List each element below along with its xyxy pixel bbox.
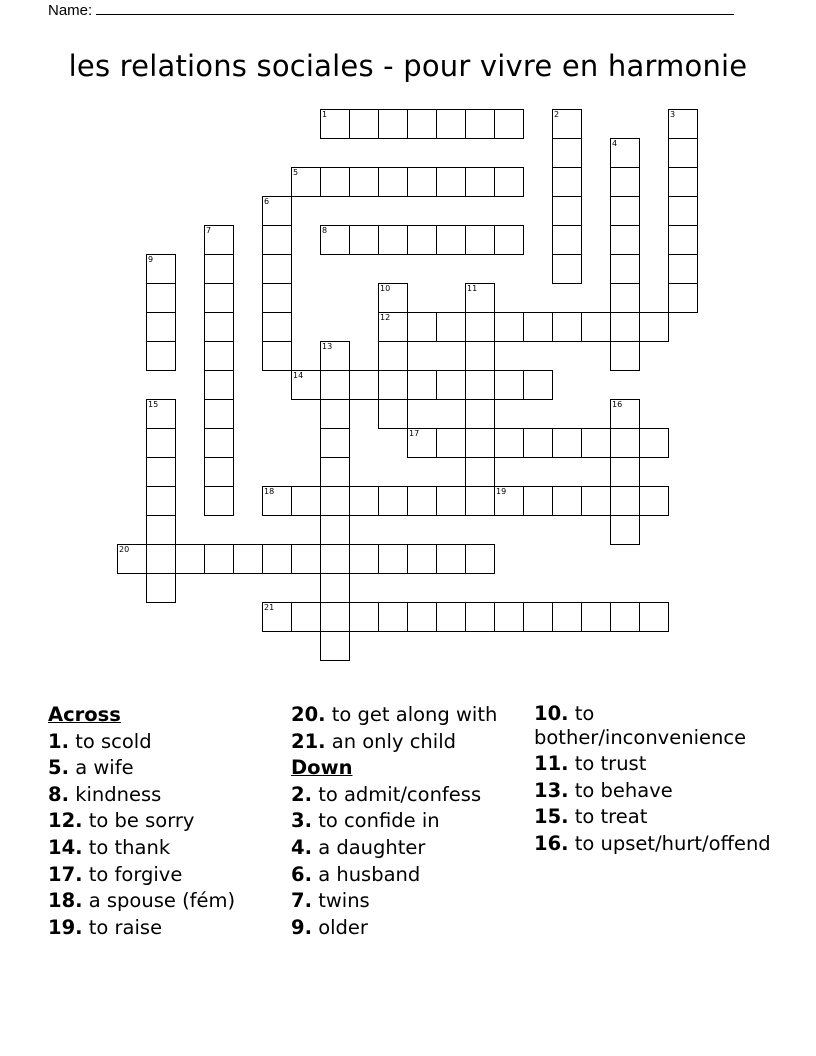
grid-cell[interactable] (146, 399, 176, 429)
grid-cell[interactable] (610, 399, 640, 429)
grid-cell[interactable] (262, 544, 292, 574)
grid-cell[interactable] (320, 515, 350, 545)
grid-cell[interactable] (494, 428, 524, 458)
grid-cell[interactable] (494, 602, 524, 632)
grid-cell[interactable] (204, 370, 234, 400)
grid-cell[interactable] (494, 312, 524, 342)
clue-across-21: 21. an only child (291, 729, 456, 753)
cell-number: 20 (119, 545, 130, 554)
clue-across-12: 12. to be sorry (48, 809, 195, 833)
grid-cell[interactable] (262, 254, 292, 284)
clue-down-3: 3. to confide in (291, 809, 440, 833)
cell-number: 10 (380, 284, 391, 293)
grid-cell[interactable] (378, 109, 408, 139)
grid-cell[interactable] (146, 544, 176, 574)
grid-cell[interactable] (610, 138, 640, 168)
clue-down-11: 11. to trust (534, 752, 647, 775)
grid-cell[interactable] (349, 602, 379, 632)
clue-down-15: 15. to treat (534, 805, 648, 828)
grid-cell[interactable] (610, 283, 640, 313)
grid-cell[interactable] (349, 167, 379, 197)
grid-cell[interactable] (349, 486, 379, 516)
grid-cell[interactable] (494, 167, 524, 197)
grid-cell[interactable] (320, 573, 350, 603)
grid-cell[interactable] (436, 486, 466, 516)
cell-number: 11 (467, 284, 478, 293)
cell-number: 18 (264, 487, 275, 496)
grid-cell[interactable] (465, 486, 495, 516)
cell-number: 7 (206, 226, 212, 235)
grid-cell[interactable] (204, 312, 234, 342)
grid-cell[interactable] (610, 254, 640, 284)
grid-cell[interactable] (291, 370, 321, 400)
cell-number: 21 (264, 603, 275, 612)
grid-cell[interactable] (320, 225, 350, 255)
grid-cell[interactable] (262, 341, 292, 371)
grid-cell[interactable] (407, 225, 437, 255)
clue-down-4: 4. a daughter (291, 835, 426, 859)
grid-cell[interactable] (581, 602, 611, 632)
clue-across-18: 18. a spouse (fém) (48, 889, 236, 913)
page-title: les relations sociales - pour vivre en harmonie (68, 49, 748, 83)
grid-cell[interactable] (407, 167, 437, 197)
grid-cell[interactable] (465, 457, 495, 487)
cell-number: 12 (380, 313, 391, 322)
clue-column-3 (534, 702, 804, 858)
cell-number: 1 (322, 110, 328, 119)
grid-cell[interactable] (523, 370, 553, 400)
grid-cell[interactable] (320, 486, 350, 516)
grid-cell[interactable] (465, 109, 495, 139)
grid-cell[interactable] (581, 428, 611, 458)
grid-cell[interactable] (668, 196, 698, 226)
grid-cell[interactable] (639, 486, 669, 516)
grid-cell[interactable] (146, 254, 176, 284)
clue-down-9: 9. older (291, 915, 368, 939)
grid-cell[interactable] (552, 486, 582, 516)
grid-cell[interactable] (204, 428, 234, 458)
grid-cell[interactable] (320, 399, 350, 429)
grid-cell[interactable] (552, 196, 582, 226)
grid-cell[interactable] (581, 486, 611, 516)
grid-cell[interactable] (610, 457, 640, 487)
grid-cell[interactable] (668, 109, 698, 139)
grid-cell[interactable] (523, 602, 553, 632)
clue-down-7: 7. twins (291, 889, 370, 913)
grid-cell[interactable] (465, 370, 495, 400)
cell-number: 2 (554, 110, 560, 119)
cell-number: 16 (612, 400, 623, 409)
grid-cell[interactable] (117, 544, 147, 574)
grid-cell[interactable] (610, 312, 640, 342)
cell-number: 19 (496, 487, 507, 496)
grid-cell[interactable] (610, 602, 640, 632)
grid-cell[interactable] (378, 486, 408, 516)
grid-cell[interactable] (639, 602, 669, 632)
grid-cell[interactable] (175, 544, 205, 574)
grid-cell[interactable] (407, 544, 437, 574)
grid-cell[interactable] (436, 370, 466, 400)
grid-cell[interactable] (465, 428, 495, 458)
grid-cell[interactable] (465, 544, 495, 574)
grid-cell[interactable] (610, 486, 640, 516)
grid-cell[interactable] (407, 312, 437, 342)
grid-cell[interactable] (378, 602, 408, 632)
cell-number: 13 (322, 342, 333, 351)
grid-cell[interactable] (349, 109, 379, 139)
clue-down-10: 10. to bother/inconvenience (534, 702, 747, 749)
clue-down-13: 13. to behave (534, 778, 673, 802)
grid-cell[interactable] (320, 457, 350, 487)
cell-number: 17 (409, 429, 420, 438)
grid-cell[interactable] (610, 515, 640, 545)
grid-cell[interactable] (465, 167, 495, 197)
clue-across-14: 14. to thank (48, 835, 171, 859)
grid-cell[interactable] (378, 312, 408, 342)
grid-cell[interactable] (639, 312, 669, 342)
grid-cell[interactable] (233, 544, 263, 574)
grid-cell[interactable] (407, 428, 437, 458)
grid-cell[interactable] (552, 109, 582, 139)
grid-cell[interactable] (146, 573, 176, 603)
grid-cell[interactable] (204, 544, 234, 574)
grid-cell[interactable] (668, 254, 698, 284)
grid-cell[interactable] (320, 602, 350, 632)
cell-number: 4 (612, 139, 618, 148)
grid-cell[interactable] (610, 428, 640, 458)
clue-column-1 (48, 702, 288, 941)
grid-cell[interactable] (262, 312, 292, 342)
grid-cell[interactable] (291, 602, 321, 632)
grid-cell[interactable] (407, 602, 437, 632)
grid-cell[interactable] (378, 370, 408, 400)
clue-across-5: 5. a wife (48, 756, 134, 780)
grid-cell[interactable] (639, 428, 669, 458)
grid-cell[interactable] (378, 167, 408, 197)
grid-cell[interactable] (407, 486, 437, 516)
grid-cell[interactable] (204, 225, 234, 255)
grid-cell[interactable] (320, 341, 350, 371)
grid-cell[interactable] (610, 225, 640, 255)
grid-cell[interactable] (552, 254, 582, 284)
cell-number: 8 (322, 226, 328, 235)
grid-cell[interactable] (146, 486, 176, 516)
clue-across-1: 1. to scold (48, 729, 152, 753)
down-heading: Down (291, 756, 353, 780)
clue-across-17: 17. to forgive (48, 862, 183, 886)
across-heading: Across (48, 703, 121, 726)
grid-cell[interactable] (349, 370, 379, 400)
cell-number: 5 (293, 168, 299, 177)
grid-cell[interactable] (494, 486, 524, 516)
clue-column-2 (291, 702, 521, 941)
cell-number: 6 (264, 197, 270, 206)
grid-cell[interactable] (320, 370, 350, 400)
grid-cell[interactable] (523, 312, 553, 342)
grid-cell[interactable] (552, 312, 582, 342)
grid-cell[interactable] (349, 544, 379, 574)
grid-cell[interactable] (436, 544, 466, 574)
grid-cell[interactable] (378, 544, 408, 574)
grid-cell[interactable] (320, 631, 350, 661)
grid-cell[interactable] (291, 486, 321, 516)
grid-cell[interactable] (610, 196, 640, 226)
grid-cell[interactable] (494, 225, 524, 255)
grid-cell[interactable] (146, 283, 176, 313)
grid-cell[interactable] (146, 428, 176, 458)
grid-cell[interactable] (407, 109, 437, 139)
grid-cell[interactable] (436, 428, 466, 458)
grid-cell[interactable] (523, 428, 553, 458)
grid-cell[interactable] (204, 457, 234, 487)
grid-cell[interactable] (494, 370, 524, 400)
grid-cell[interactable] (465, 283, 495, 313)
grid-cell[interactable] (378, 399, 408, 429)
grid-cell[interactable] (552, 167, 582, 197)
grid-cell[interactable] (465, 341, 495, 371)
grid-cell[interactable] (668, 138, 698, 168)
cell-number: 3 (670, 110, 676, 119)
grid-cell[interactable] (436, 167, 466, 197)
grid-cell[interactable] (465, 225, 495, 255)
grid-cell[interactable] (552, 602, 582, 632)
grid-cell[interactable] (465, 399, 495, 429)
grid-cell[interactable] (552, 225, 582, 255)
clue-down-2: 2. to admit/confess (291, 782, 482, 806)
grid-cell[interactable] (407, 370, 437, 400)
grid-cell[interactable] (552, 138, 582, 168)
grid-cell[interactable] (494, 109, 524, 139)
cell-number: 15 (148, 400, 159, 409)
grid-cell[interactable] (204, 283, 234, 313)
grid-cell[interactable] (378, 283, 408, 313)
grid-cell[interactable] (320, 109, 350, 139)
grid-cell[interactable] (262, 225, 292, 255)
grid-cell[interactable] (262, 283, 292, 313)
grid-cell[interactable] (204, 399, 234, 429)
grid-cell[interactable] (436, 225, 466, 255)
grid-cell[interactable] (610, 341, 640, 371)
grid-cell[interactable] (465, 602, 495, 632)
grid-cell[interactable] (204, 341, 234, 371)
grid-cell[interactable] (349, 225, 379, 255)
grid-cell[interactable] (581, 312, 611, 342)
grid-cell[interactable] (523, 486, 553, 516)
grid-cell[interactable] (146, 515, 176, 545)
grid-cell[interactable] (146, 457, 176, 487)
cell-number: 14 (293, 371, 304, 380)
clue-across-20: 20. to get along with (291, 703, 498, 726)
grid-cell[interactable] (552, 428, 582, 458)
grid-cell[interactable] (436, 109, 466, 139)
grid-cell[interactable] (320, 544, 350, 574)
grid-cell[interactable] (204, 254, 234, 284)
grid-cell[interactable] (262, 602, 292, 632)
cell-number: 9 (148, 255, 154, 264)
grid-cell[interactable] (436, 602, 466, 632)
grid-cell[interactable] (320, 167, 350, 197)
grid-cell[interactable] (320, 428, 350, 458)
clue-down-6: 6. a husband (291, 862, 421, 886)
grid-cell[interactable] (378, 225, 408, 255)
grid-cell[interactable] (465, 312, 495, 342)
name-label: Name: (48, 2, 93, 19)
grid-cell[interactable] (146, 312, 176, 342)
clue-down-16: 16. to upset/hurt/offend (534, 831, 771, 855)
grid-cell[interactable] (610, 167, 640, 197)
grid-cell[interactable] (262, 486, 292, 516)
grid-cell[interactable] (436, 312, 466, 342)
grid-cell[interactable] (204, 486, 234, 516)
grid-cell[interactable] (291, 167, 321, 197)
grid-cell[interactable] (668, 225, 698, 255)
clue-across-8: 8. kindness (48, 782, 162, 806)
grid-cell[interactable] (262, 196, 292, 226)
grid-cell[interactable] (378, 341, 408, 371)
grid-cell[interactable] (668, 283, 698, 313)
grid-cell[interactable] (291, 544, 321, 574)
grid-cell[interactable] (668, 167, 698, 197)
grid-cell[interactable] (146, 341, 176, 371)
clue-across-19: 19. to raise (48, 915, 163, 939)
